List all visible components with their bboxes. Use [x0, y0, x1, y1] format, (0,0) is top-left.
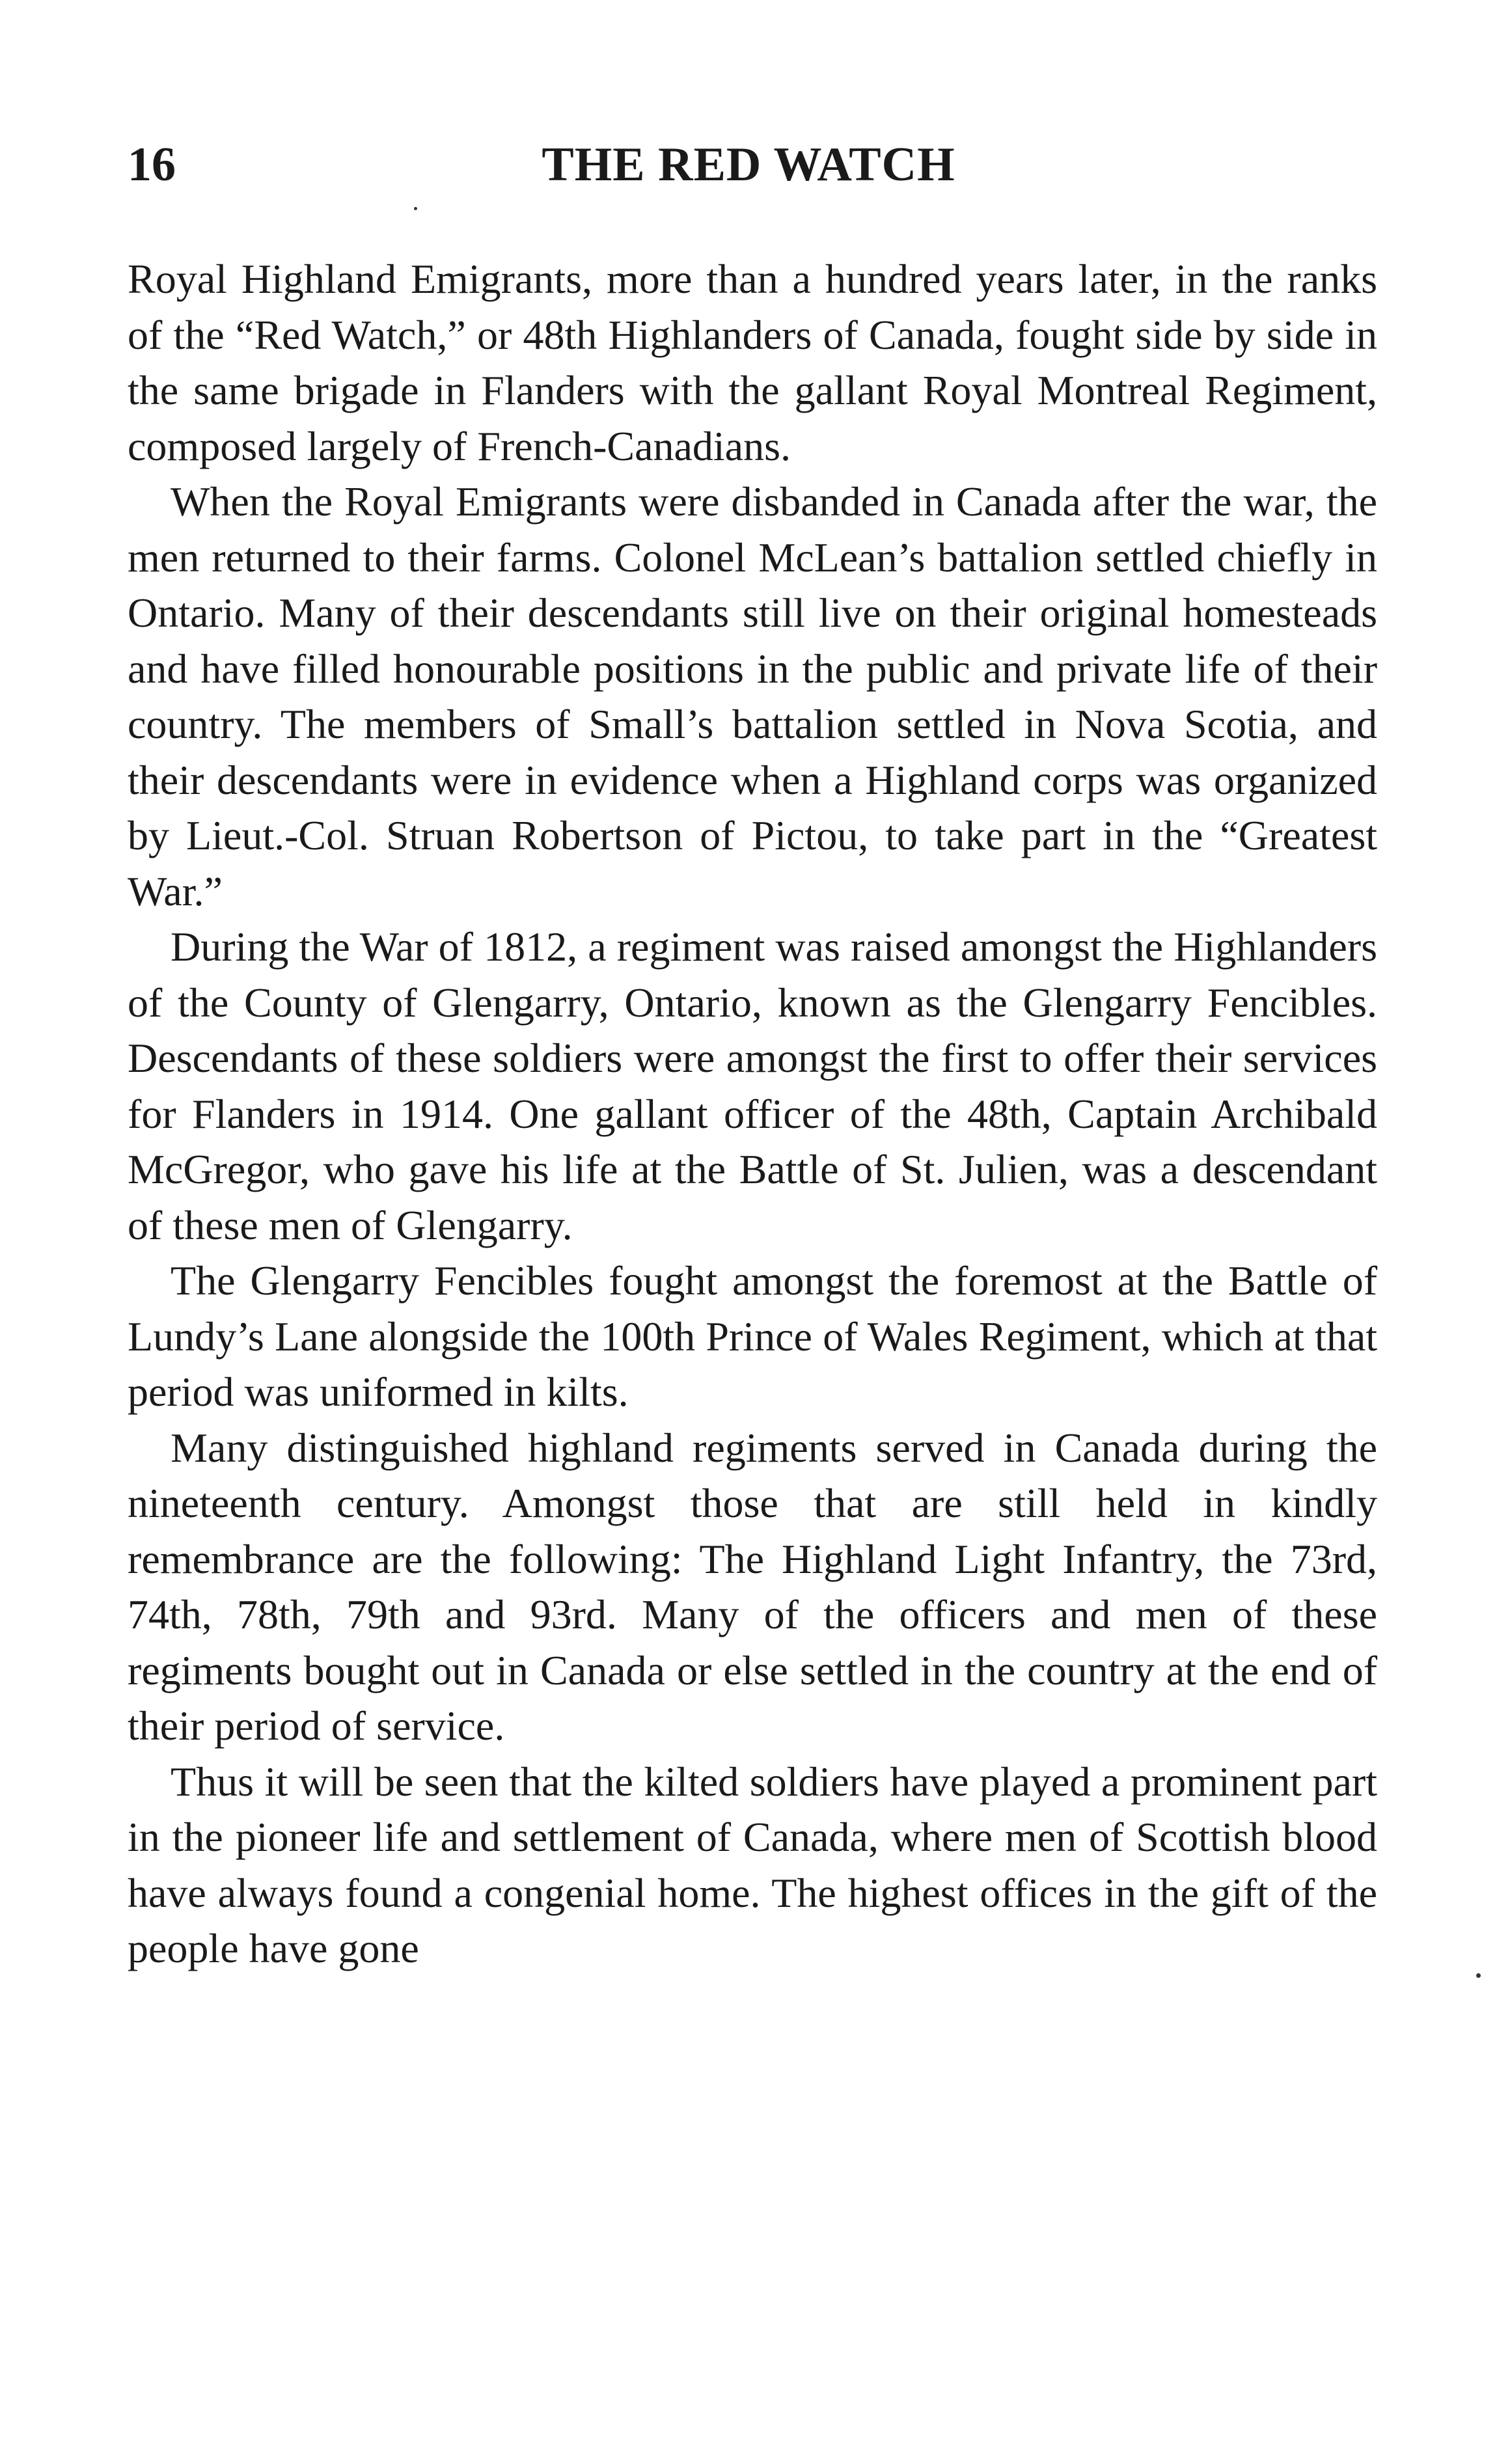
paragraph: During the War of 1812, a regiment was raised amongst the Highlanders of the County of Glengarry, Ontario, known as the Glengarry Fencibles. Descendants of these soldiers were amongst the first to offer their services for Flanders in 1914. One gallant officer of the 48th, Captain Archibald McGregor, who gave his life at the Battle of St. Julien, was a descendant of these men of Glengarry.: [128, 924, 1377, 1248]
body-text: [128, 251, 1377, 1977]
page-number: 16: [128, 138, 176, 191]
paragraph: When the Royal Emigrants were disbanded in Canada after the war, the men returned to their farms. Colonel McLean’s battalion settled chiefly in Ontario. Many of their descendants still live on their original homesteads and have filled honourable positions in the public and private life of their country. The members of Small’s battalion settled in Nova Scotia, and their descendants were in evidence when a Highland corps was organized by Lieut.-Col. Struan Robertson of Pictou, to take part in the “Greatest War.”: [128, 478, 1377, 914]
print-speck: [414, 207, 417, 210]
running-title: THE RED WATCH: [542, 138, 955, 191]
paragraph: Thus it will be seen that the kilted soldiers have played a prominent part in the pioneer life and settlement of Canada, where men of Scottish blood have always found a congenial home. The highest offices in the gift of the people have gone: [128, 1758, 1377, 1971]
paragraph: The Glengarry Fencibles fought amongst the foremost at the Battle of Lundy’s Lane alongside the 100th Prince of Wales Regiment, which at that period was uniformed in kilts.: [128, 1257, 1377, 1415]
paragraph-continued: Royal Highland Emigrants, more than a hundred years later, in the ranks of the “Red Watch,” or 48th Highlanders of Canada, fought side by side in the same brigade in Flanders with the gallant Royal Montreal Regiment, composed largely of French-Canadians.: [128, 256, 1377, 469]
print-speck: [1476, 1973, 1481, 1978]
paragraph: Many distinguished highland regiments served in Canada during the nineteenth century. Amongst those that are still held in kindly remembrance are the following: The Highland Light Infantry, the 73rd, 74th, 78th, 79th and 93rd. Many of the officers and men of these regiments bought out in Canada or else settled in the country at the end of their period of service.: [128, 1424, 1377, 1749]
